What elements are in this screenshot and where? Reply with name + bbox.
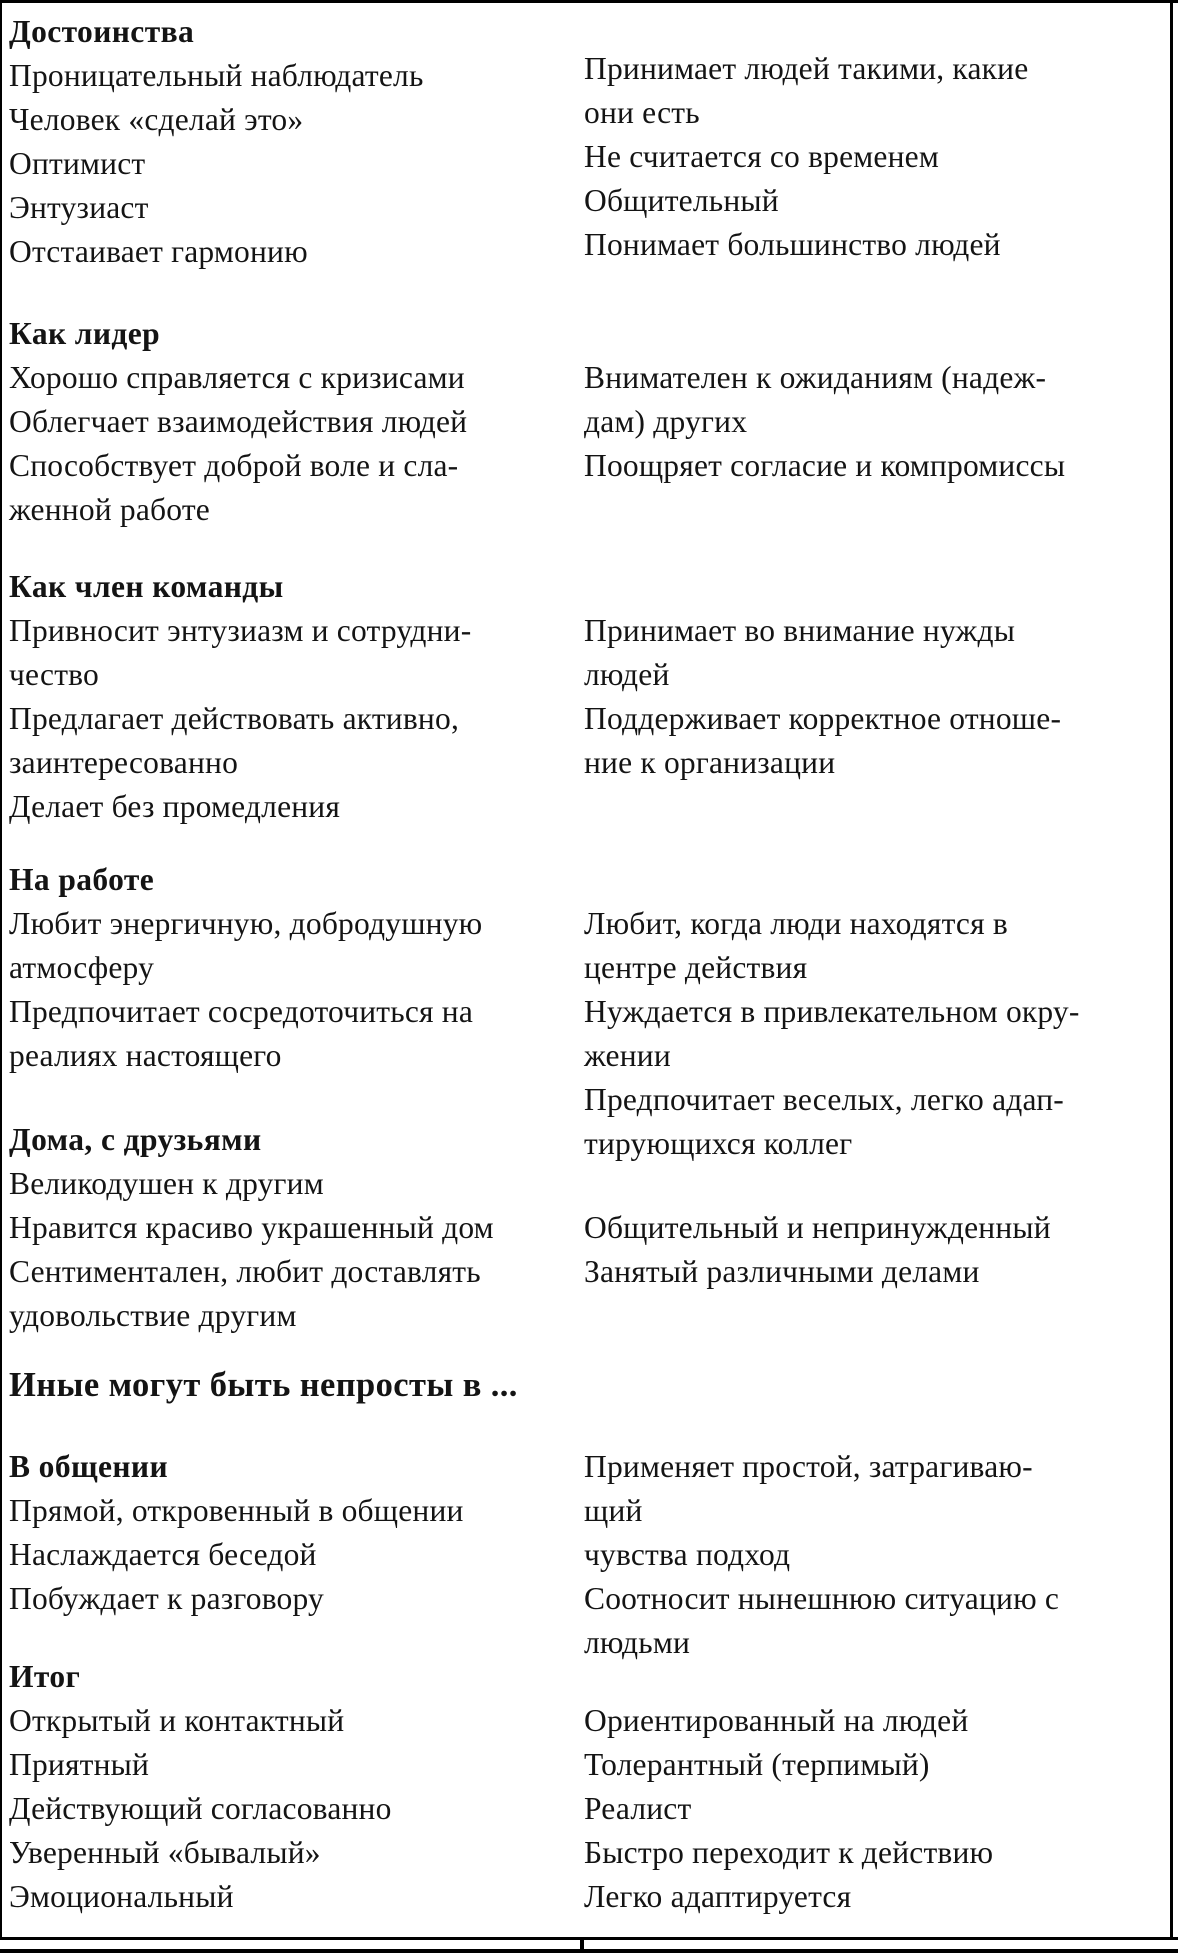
text-line: Человек «сделай это» [9, 102, 304, 137]
left-column [9, 10, 571, 1919]
table-left-border [0, 0, 2, 1940]
text-line: Облегчает взаимодействия людей [9, 404, 468, 439]
text-line: Оптимист [9, 146, 146, 181]
line-gap [584, 267, 1170, 356]
section-heading: Как лидер [9, 316, 161, 351]
text-line: Соотносит нынешнюю ситуацию с [584, 1581, 1060, 1616]
line-gap [584, 488, 1170, 609]
table-bottom-rule [0, 1937, 1178, 1940]
text-line: Отстаивает гармонию [9, 234, 308, 269]
section-heading: Дома, с друзьями [9, 1122, 262, 1157]
text-line: Открытый и контактный [9, 1703, 345, 1738]
text-line: Поддерживает корректное отноше- [584, 701, 1062, 736]
text-line: они есть [584, 95, 700, 130]
column-divider-tick [580, 1937, 584, 1953]
line-gap [9, 1407, 571, 1445]
text-line: дам) других [584, 404, 748, 439]
line-gap [9, 274, 571, 312]
text-line: реалиях настоящего [9, 1038, 282, 1073]
line-gap [9, 1078, 571, 1118]
line-gap [9, 829, 571, 858]
text-line: женной работе [9, 492, 210, 527]
text-line: Способствует доброй воле и сла- [9, 448, 459, 483]
text-line: Быстро переходит к действию [584, 1835, 994, 1870]
text-line: Великодушен к другим [9, 1166, 324, 1201]
section-heading: Достоинства [9, 14, 195, 49]
right-column [584, 10, 1170, 1919]
line-gap [9, 532, 571, 565]
text-line: ние к организации [584, 745, 836, 780]
text-line: Реалист [584, 1791, 692, 1826]
text-line: Применяет простой, затрагиваю- [584, 1449, 1033, 1484]
line-gap [9, 1338, 571, 1363]
line-gap [584, 1665, 1170, 1699]
text-line: Хорошо справляется с кризисами [9, 360, 465, 395]
section-heading: Иные могут быть непросты в ... [9, 1366, 518, 1404]
text-line: Побуждает к разговору [9, 1581, 324, 1616]
text-line: Наслаждается беседой [9, 1537, 317, 1572]
text-line: заинтересованно [9, 745, 239, 780]
table-right-border [1170, 0, 1173, 1940]
text-line: Не считается со временем [584, 139, 939, 174]
text-line: центре действия [584, 950, 808, 985]
text-line: Любит энергичную, добродушную [9, 906, 483, 941]
text-line: Эмоциональный [9, 1879, 234, 1914]
table-bottom-rule-2 [0, 1949, 1178, 1953]
text-line: Прямой, откровенный в общении [9, 1493, 464, 1528]
line-gap [584, 785, 1170, 902]
text-line: Энтузиаст [9, 190, 149, 225]
text-line: Нравится красиво украшенный дом [9, 1210, 494, 1245]
section-heading: В общении [9, 1449, 169, 1484]
text-line: Предлагает действовать активно, [9, 701, 460, 736]
text-line: щий [584, 1493, 643, 1528]
text-line: удовольствие другим [9, 1298, 297, 1333]
text-line: Общительный [584, 183, 779, 218]
text-line: Любит, когда люди находятся в [584, 906, 1008, 941]
text-line: Предпочитает сосредоточиться на [9, 994, 474, 1029]
text-line: жении [584, 1038, 671, 1073]
text-line: Общительный и непринужденный [584, 1210, 1051, 1245]
text-line: атмосферу [9, 950, 155, 985]
line-gap [584, 10, 1170, 47]
text-line: Предпочитает веселых, легко адап- [584, 1082, 1064, 1117]
text-line: Сентиментален, любит доставлять [9, 1254, 481, 1289]
section-heading: Итог [9, 1659, 81, 1694]
text-line: чувства подход [584, 1537, 791, 1572]
section-heading: Как член команды [9, 569, 284, 604]
text-line: Легко адаптируется [584, 1879, 852, 1914]
section-heading: На работе [9, 862, 155, 897]
text-line: Внимателен к ожиданиям (надеж- [584, 360, 1047, 395]
text-line: Принимает людей такими, какие [584, 51, 1029, 86]
text-line: чество [9, 657, 99, 692]
text-line: Делает без промедления [9, 789, 341, 824]
line-gap [584, 1294, 1170, 1445]
table-top-border [0, 0, 1178, 3]
text-line: Нуждается в привлекательном окру- [584, 994, 1080, 1029]
text-line: людьми [584, 1625, 691, 1660]
text-line: Действующий согласованно [9, 1791, 392, 1826]
text-line: тирующихся коллег [584, 1126, 853, 1161]
text-line: Толерантный (терпимый) [584, 1747, 930, 1782]
text-line: Уверенный «бывалый» [9, 1835, 321, 1870]
text-line: Привносит энтузиазм и сотрудни- [9, 613, 472, 648]
line-gap [9, 1621, 571, 1655]
text-line: Принимает во внимание нужды [584, 613, 1016, 648]
text-line: Понимает большинство людей [584, 227, 1001, 262]
line-gap [584, 1166, 1170, 1206]
text-line: Поощряет согласие и компромиссы [584, 448, 1066, 483]
text-line: людей [584, 657, 670, 692]
text-line: Проницательный наблюдатель [9, 58, 424, 93]
text-line: Ориентированный на людей [584, 1703, 969, 1738]
text-line: Приятный [9, 1747, 150, 1782]
text-line: Занятый различными делами [584, 1254, 980, 1289]
